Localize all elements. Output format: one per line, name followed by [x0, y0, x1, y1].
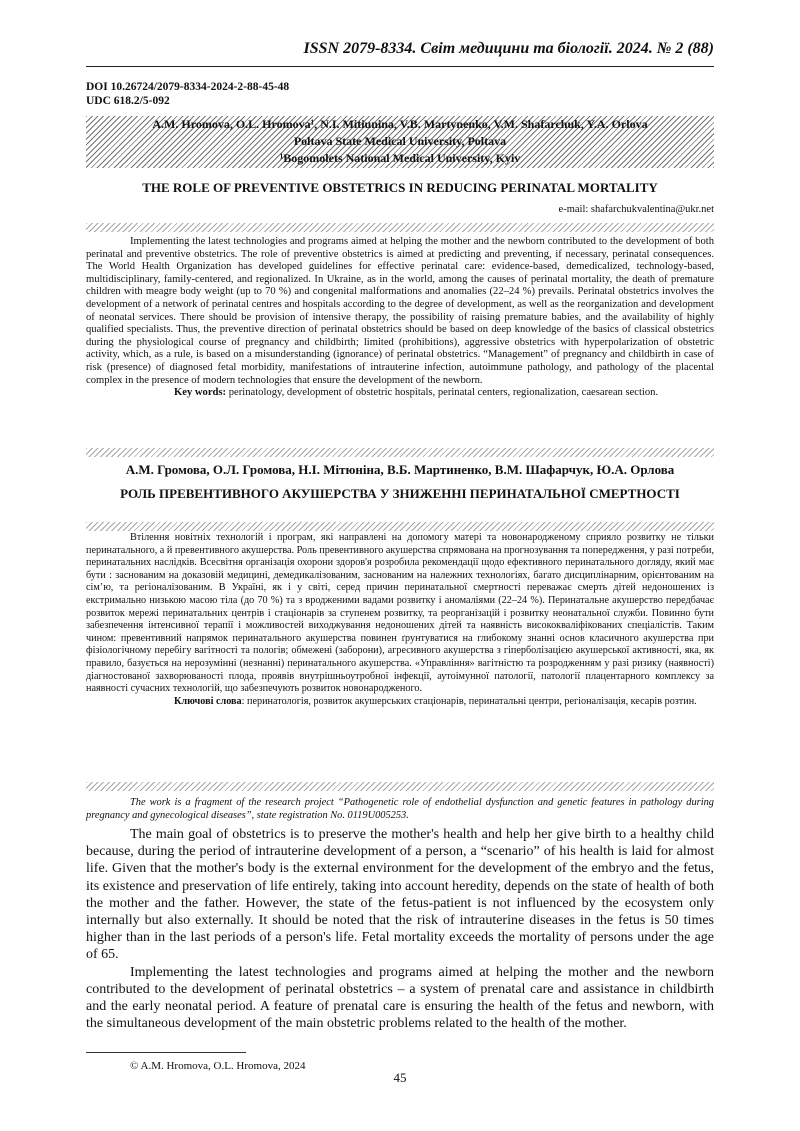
- abstract-en: [86, 236, 714, 400]
- keywords-uk: [86, 696, 714, 709]
- body-paragraph: Implementing the latest technologies and programs aimed at helping the mother and the newborn contributed to the development of perinatal obstetrics – a system of prenatal care and assistance in childbirth and the early neonatal period. A feature of prenatal care is ensuring the health of the fetus and newborn, with the simultaneous development of the main obstetric problems related to the health of the mother.: [86, 964, 714, 1032]
- affiliation-1: Poltava State Medical University, Poltava: [293, 134, 507, 148]
- doi: DOI 10.26724/2079-8334-2024-2-88-45-48: [86, 81, 290, 93]
- abstract-uk-text: Втілення новітніх технологій і програм, які направлені на допомогу матері та новонародженому сприяло розвитку не тільки перинатального, а й превентивного акушерства. Роль превентивного акушерства спрямована на прогнозування та попередження, у разі потреби, перинатальних наслідків. Всесвітня організація охорони здоров'я розробила рекомендації щодо ефективного перинатального догляду, який має бути : заснованим на доказовій медицині, демедикалізованим, заснованим на належних технологіях, багато дисциплінарним, орієнтованим на сім’ю, та регіоналізованим. В Україні, як і у світі, серед причин перинатальної смертності переважає смерть дітей недоношених із екстримально низькою масою тіла (до 70 %) та з вродженими вадами розвитку і аномаліями (22–24 %). Перинатальне акушерство передбачає розвиток мережі перинатальних центрів і стаціонарів за ступенем розвитку, та реорганізацій і розвитку неонатальної служби. Повинно бути забезпечення інтенсивної терапії і можливостей виходжування недоношених дітей та наявність висококваліфікованих спеціалістів. Таким чином: превентивний напрямок перинатального акушерства повинен ґрунтуватися на глибокому знанні основ класичного акушерства при фізіологічному перебігу вагітності та пологів; обмежені (заборони), агресивного акушерства з гіперболізацією акушерської активності, яка, як правило, базується на нерозумінні (незнанні) перинатального акушерства. «Управління» вагітністю та розродженням у разі ризику (наявності) діагностованої захворюваності плода, проявів внутрішньоутробної інфекції, аутоімунної патології, патології плацентарного комплексу за наявності сучасних технологій, що забезпечують розвиток новонародженого.: [86, 532, 715, 695]
- journal-header: ISSN 2079-8334. Світ медицини та біології. 2024. № 2 (88): [303, 40, 714, 57]
- affiliation-2: ¹Bogomolets National Medical University, Kyiv: [279, 151, 521, 165]
- article-title-en: THE ROLE OF PREVENTIVE OBSTETRICS IN REDUCING PERINATAL MORTALITY: [142, 180, 658, 195]
- abstract-uk: [86, 532, 714, 708]
- udc: UDC 618.2/5-092: [86, 95, 170, 107]
- hatched-divider: [86, 223, 714, 232]
- funding-note-text: The work is a fragment of the research project “Pathogenetic role of endothelial dysfunction and genetic features in pathology during pregnancy and gynecological diseases”, state registration No. 0119U005253.: [86, 797, 714, 821]
- keywords-en-text: perinatology, development of obstetric hospitals, perinatal centers, regionalization, caesarean section.: [226, 387, 659, 399]
- keywords-uk-label: Ключові слова: [174, 695, 242, 707]
- keywords-en-label: Key words:: [174, 387, 227, 399]
- funding-note: [86, 796, 714, 822]
- copyright: © A.M. Hromova, O.L. Hromova, 2024: [130, 1060, 306, 1072]
- keywords-uk-text: : перинатологія, розвиток акушерських стаціонарів, перинатальні центри, регіоналізація, кесарів розтин.: [241, 695, 697, 707]
- authors-uk: А.М. Громова, О.Л. Громова, Н.І. Мітюніна, В.Б. Мартиненко, В.М. Шафарчук, Ю.А. Орлова: [125, 462, 675, 477]
- page-number: 45: [393, 1070, 407, 1085]
- authors-en: A.M. Hromova, O.L. Hromova¹, N.I. Mitiunina, V.B. Martynenko, V.M. Shafarchuk, Y.A. Orlova: [152, 117, 648, 131]
- article-identifiers: [86, 80, 289, 108]
- authors-block: [86, 116, 714, 168]
- body-text: [86, 826, 714, 1032]
- abstract-en-text: Implementing the latest technologies and programs aimed at helping the mother and the newborn contributed to the development of both perinatal and preventive obstetrics. The role of preventive obstetrics is aimed at predicting and preventing, if necessary, perinatal consequences. The World Health Organization has developed guidelines for effective perinatal care: evidence-based, demedicalized, technology-based, multidisciplinary, family-centered, and regionalized. In Ukraine, as in the world, among the causes of perinatal mortality, the death of premature children with meagre body weight (up to 70 %) and congenital malformations and anomalies (22–24 %) prevails. Perinatal obstetrics involves the development of a network of perinatal centres and hospitals according to the degree of development, as well as the reorganization and development of neonatal services. There should be provision of intensive therapy, the possibility of raising premature babies, and the availability of highly qualified specialists. Thus, the preventive direction of perinatal obstetrics should be based on deep knowledge of the basics of classical obstetrics during the physiological course of pregnancy and childbirth; limited (prohibitions), aggressive obstetrics with hyperpolarization of obstetric activity, which, as a rule, is based on a misunderstanding (ignorance) of perinatal obstetrics. “Management” of pregnancy and childbirth in case of risk (presence) of diagnosed fetal morbidity, manifestations of intrauterine infection, autoimmune pathology, and pathology of the placental complex in the presence of modern technologies that ensure the development of the newborn.: [86, 236, 714, 386]
- keywords-en: [86, 387, 714, 400]
- hatched-divider: [86, 448, 714, 457]
- body-paragraph: The main goal of obstetrics is to preserve the mother's health and help her give birth to a healthy child because, during the period of intrauterine development of a person, a “scenario” of his health is laid for almost life. Given that the mother's body is the external environment for the development of the embryo and the fetus, its existence and preservation of life entirely, taking into account heredity, depends on the state of health of both the mother and the father. However, the state of the fetus-patient is not influenced by the ecosystem only internally but also externally. It should be noted that the risk of intrauterine diseases in the fetus is 50 times higher than in the last periods of a person's life. Fetal mortality exceeds the mortality of persons under the age of 65.: [86, 827, 714, 963]
- article-title-uk: РОЛЬ ПРЕВЕНТИВНОГО АКУШЕРСТВА У ЗНИЖЕННІ ПЕРИНАТАЛЬНОЇ СМЕРТНОСТІ: [120, 486, 680, 501]
- corresponding-email: e-mail: shafarchukvalentina@ukr.net: [558, 204, 714, 215]
- header-rule: [86, 66, 714, 67]
- hatched-divider: [86, 782, 714, 791]
- footnote-rule: [86, 1052, 246, 1053]
- hatched-divider: [86, 522, 714, 531]
